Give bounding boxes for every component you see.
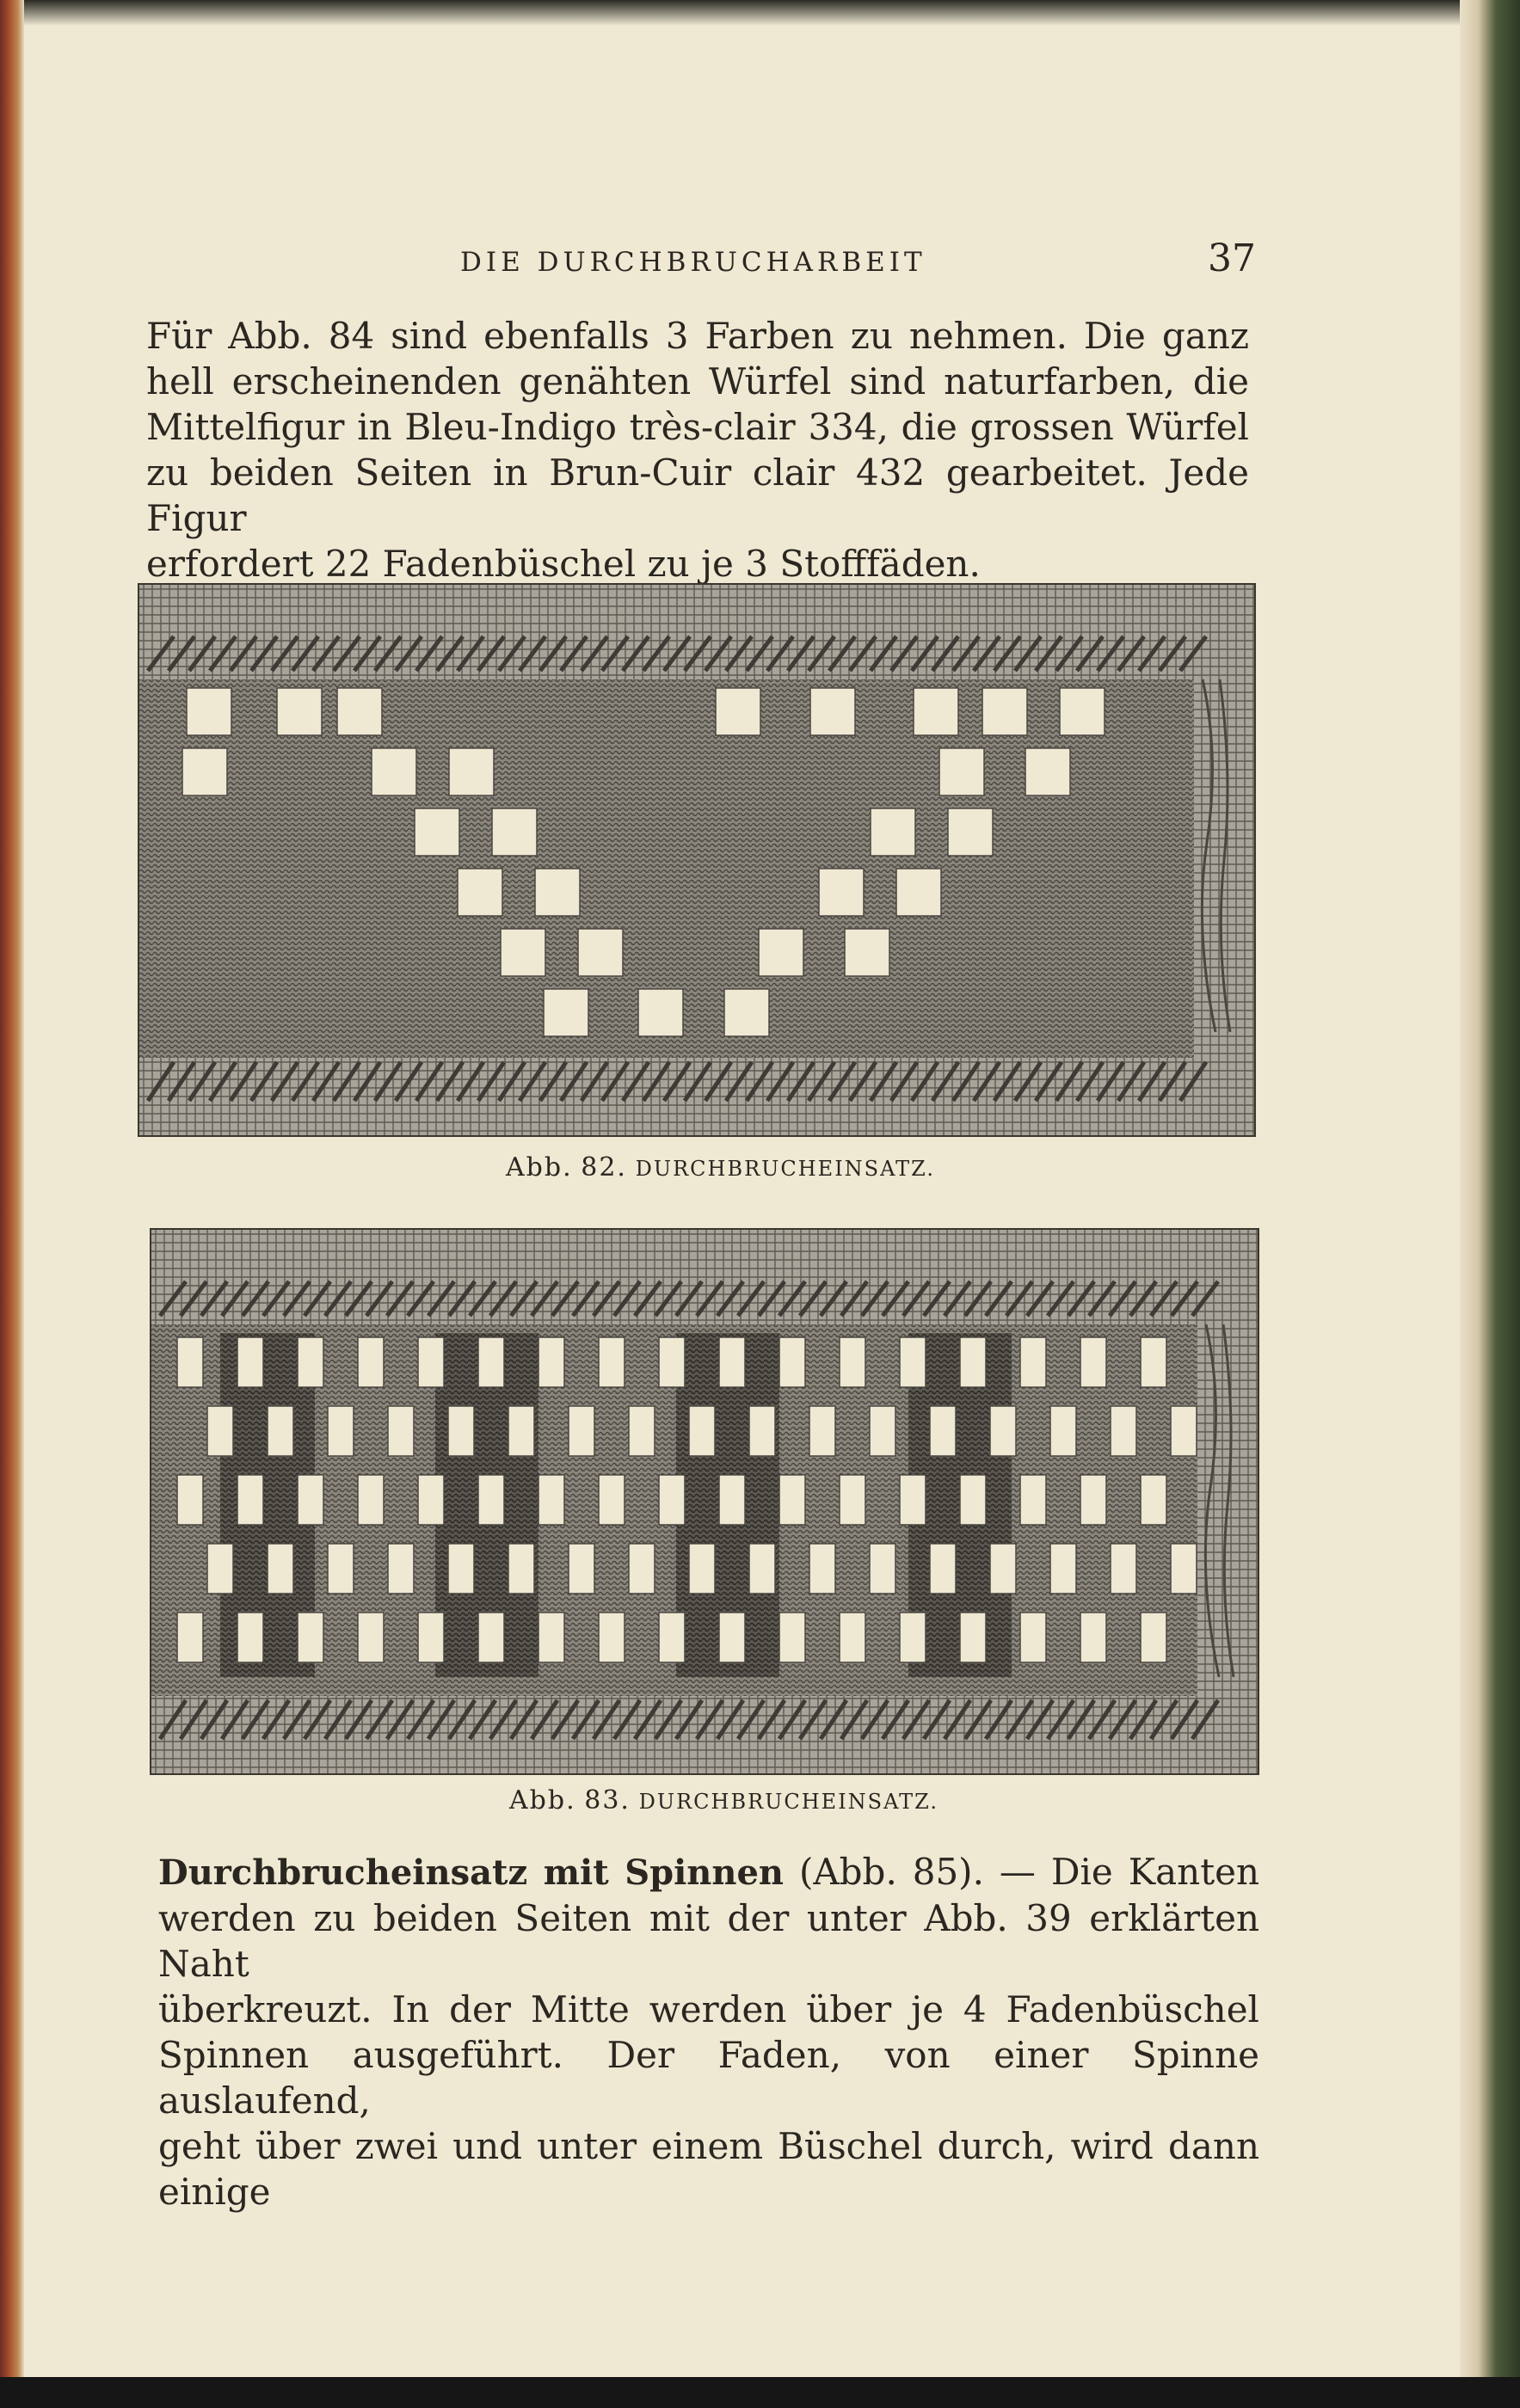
paragraph-line: Für Abb. 84 sind ebenfalls 3 Farben zu nehmen. Die ganz [146, 315, 1249, 357]
caption-number: 83. [584, 1785, 631, 1815]
book-spine-edge [0, 0, 24, 2408]
caption-abb: Abb. [506, 1152, 573, 1182]
bold-heading: Durchbrucheinsatz mit Spinnen [158, 1852, 784, 1893]
paragraph-line: Mittelfigur in Bleu-Indigo très-clair 334, die grossen Würfel [146, 406, 1249, 448]
weave-pattern-83 [151, 1230, 1258, 1773]
page-number: 37 [1208, 236, 1256, 280]
caption-title: DURCHBRUCHEINSATZ. [638, 1790, 939, 1814]
paragraph-line: überkreuzt. In der Mitte werden über je 4 Fadenbüschel [158, 1988, 1259, 2030]
paragraph-1 [146, 313, 1249, 587]
figure-82-caption [506, 1152, 935, 1182]
bottom-shadow [0, 2377, 1520, 2408]
figure-83-illustration [150, 1228, 1259, 1775]
top-shadow [0, 0, 1520, 26]
running-title: DIE DURCHBRUCHARBEIT [460, 247, 926, 278]
paragraph-2 [158, 1849, 1259, 2214]
book-cover-edge [1460, 0, 1520, 2408]
caption-abb: Abb. [509, 1785, 576, 1815]
figure-83-caption [509, 1785, 938, 1815]
caption-number: 82. [581, 1152, 627, 1182]
paragraph-line: geht über zwei und unter einem Büschel durch, wird dann einige [158, 2125, 1259, 2213]
paragraph-line: erfordert 22 Fadenbüschel zu je 3 Stofffäden. [146, 543, 981, 585]
heading-rest: (Abb. 85). — Die Kanten [798, 1851, 1259, 1893]
weave-pattern-82 [139, 585, 1254, 1135]
caption-title: DURCHBRUCHEINSATZ. [635, 1157, 936, 1181]
paragraph-line: zu beiden Seiten in Brun-Cuir clair 432 gearbeitet. Jede Figur [146, 452, 1249, 539]
paragraph-line: werden zu beiden Seiten mit der unter Abb. 39 erklärten Naht [158, 1897, 1259, 1985]
figure-82-illustration [138, 583, 1256, 1137]
paragraph-line [158, 1849, 1259, 1895]
paragraph-line: hell erscheinenden genähten Würfel sind naturfarben, die [146, 360, 1249, 402]
paragraph-line: Spinnen ausgeführt. Der Faden, von einer Spinne auslaufend, [158, 2034, 1259, 2122]
